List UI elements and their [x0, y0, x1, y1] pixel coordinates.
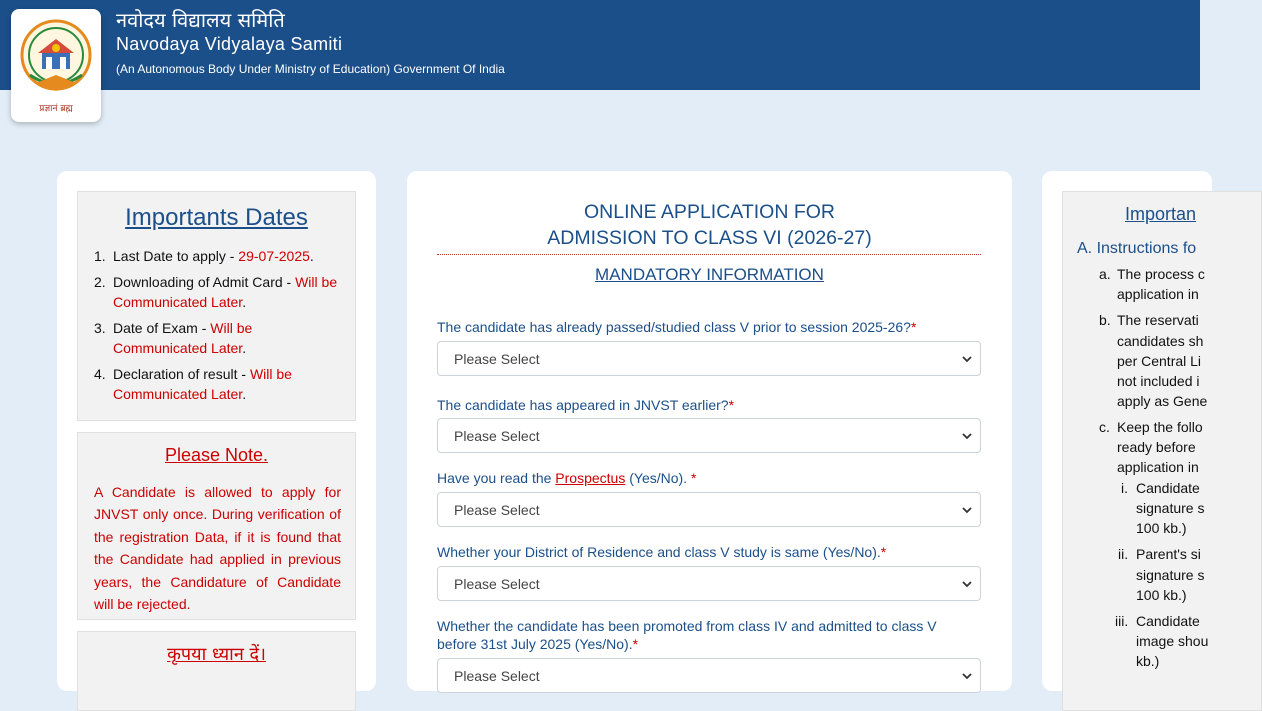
org-name-english: Navodaya Vidyalaya Samiti [116, 34, 343, 54]
question-promoted-class-iv-label: Whether the candidate has been promoted from class IV and admitted to class V before 31st July 2025 (Yes/No).* [437, 618, 937, 652]
chevron-down-icon [962, 432, 972, 440]
instructions-panel: Importan A. Instructions fo a. The process c application in b. The reservati candidates sh per Central Li not included i apply as Gene c. Keep the follo ready before application in i. Candidate signature s 100 kb.) ii. Parent's si signature s 100 kb.) iii. Candidate image shou kb.) [1062, 191, 1262, 711]
question-appeared-jnvst-label: The candidate has appeared in JNVST earlier?* [437, 397, 735, 413]
class-v-passed-select[interactable]: Please Select [437, 341, 981, 376]
date-item: 2. Downloading of Admit Card - Will be Communicated Later. [94, 274, 338, 310]
please-note-panel [77, 432, 356, 620]
important-dates-panel [77, 191, 356, 421]
prospectus-read-select[interactable]: Please Select [437, 492, 981, 527]
nvs-logo[interactable] [11, 9, 101, 122]
question-district-same-label: Whether your District of Residence and class V study is same (Yes/No).* [437, 544, 887, 560]
nvs-emblem-logo [16, 13, 96, 117]
appeared-jnvst-select[interactable]: Please Select [437, 418, 981, 453]
chevron-down-icon [962, 672, 972, 680]
svg-text:प्रज्ञानं ब्रह्म: प्रज्ञानं ब्रह्म [39, 104, 73, 114]
chevron-down-icon [962, 580, 972, 588]
date-item: 3. Date of Exam - Will be Communicated Later. [94, 320, 253, 356]
question-class-v-passed-label: The candidate has already passed/studied class V prior to session 2025-26?* [437, 319, 917, 335]
date-item: 1. Last Date to apply - 29-07-2025. [94, 248, 314, 264]
right-instructions-card [1042, 171, 1212, 691]
left-info-card [57, 171, 376, 691]
hindi-note-title: कृपया ध्यान दें। [167, 644, 266, 665]
form-title: ONLINE APPLICATION FOR ADMISSION TO CLASS VI (2026-27) [547, 201, 872, 249]
instructions-section-a: A. Instructions fo [1077, 240, 1197, 257]
mandatory-info-heading: MANDATORY INFORMATION [595, 265, 824, 284]
chevron-down-icon [962, 506, 972, 514]
chevron-down-icon [962, 355, 972, 363]
org-name-hindi: नवोदय विद्यालय समिति [116, 8, 285, 32]
org-subtitle: (An Autonomous Body Under Ministry of Education) Government Of India [116, 62, 505, 76]
important-dates-list [94, 246, 344, 410]
district-same-select[interactable]: Please Select [437, 566, 981, 601]
site-header [0, 0, 1200, 90]
application-form-card [407, 171, 1012, 691]
please-note-title: Please Note. [164, 445, 269, 465]
important-dates-title: Importants Dates [125, 204, 308, 231]
date-item: 4. Declaration of result - Will be Communicated Later. [94, 366, 292, 402]
title-divider [437, 254, 981, 255]
prospectus-link[interactable]: Prospectus [555, 470, 626, 486]
hindi-note-panel [77, 631, 356, 711]
please-note-text: A Candidate is allowed to apply for JNVST only once. During verification of the registration Data, if it is found that the Candidate had applied in previous years, the Candidature of Candidate will be rejected. [94, 484, 341, 613]
question-prospectus-label: Have you read the Prospectus (Yes/No). * [437, 470, 697, 486]
instructions-title: Importan [1125, 204, 1197, 224]
promoted-class-iv-select[interactable]: Please Select [437, 658, 981, 693]
